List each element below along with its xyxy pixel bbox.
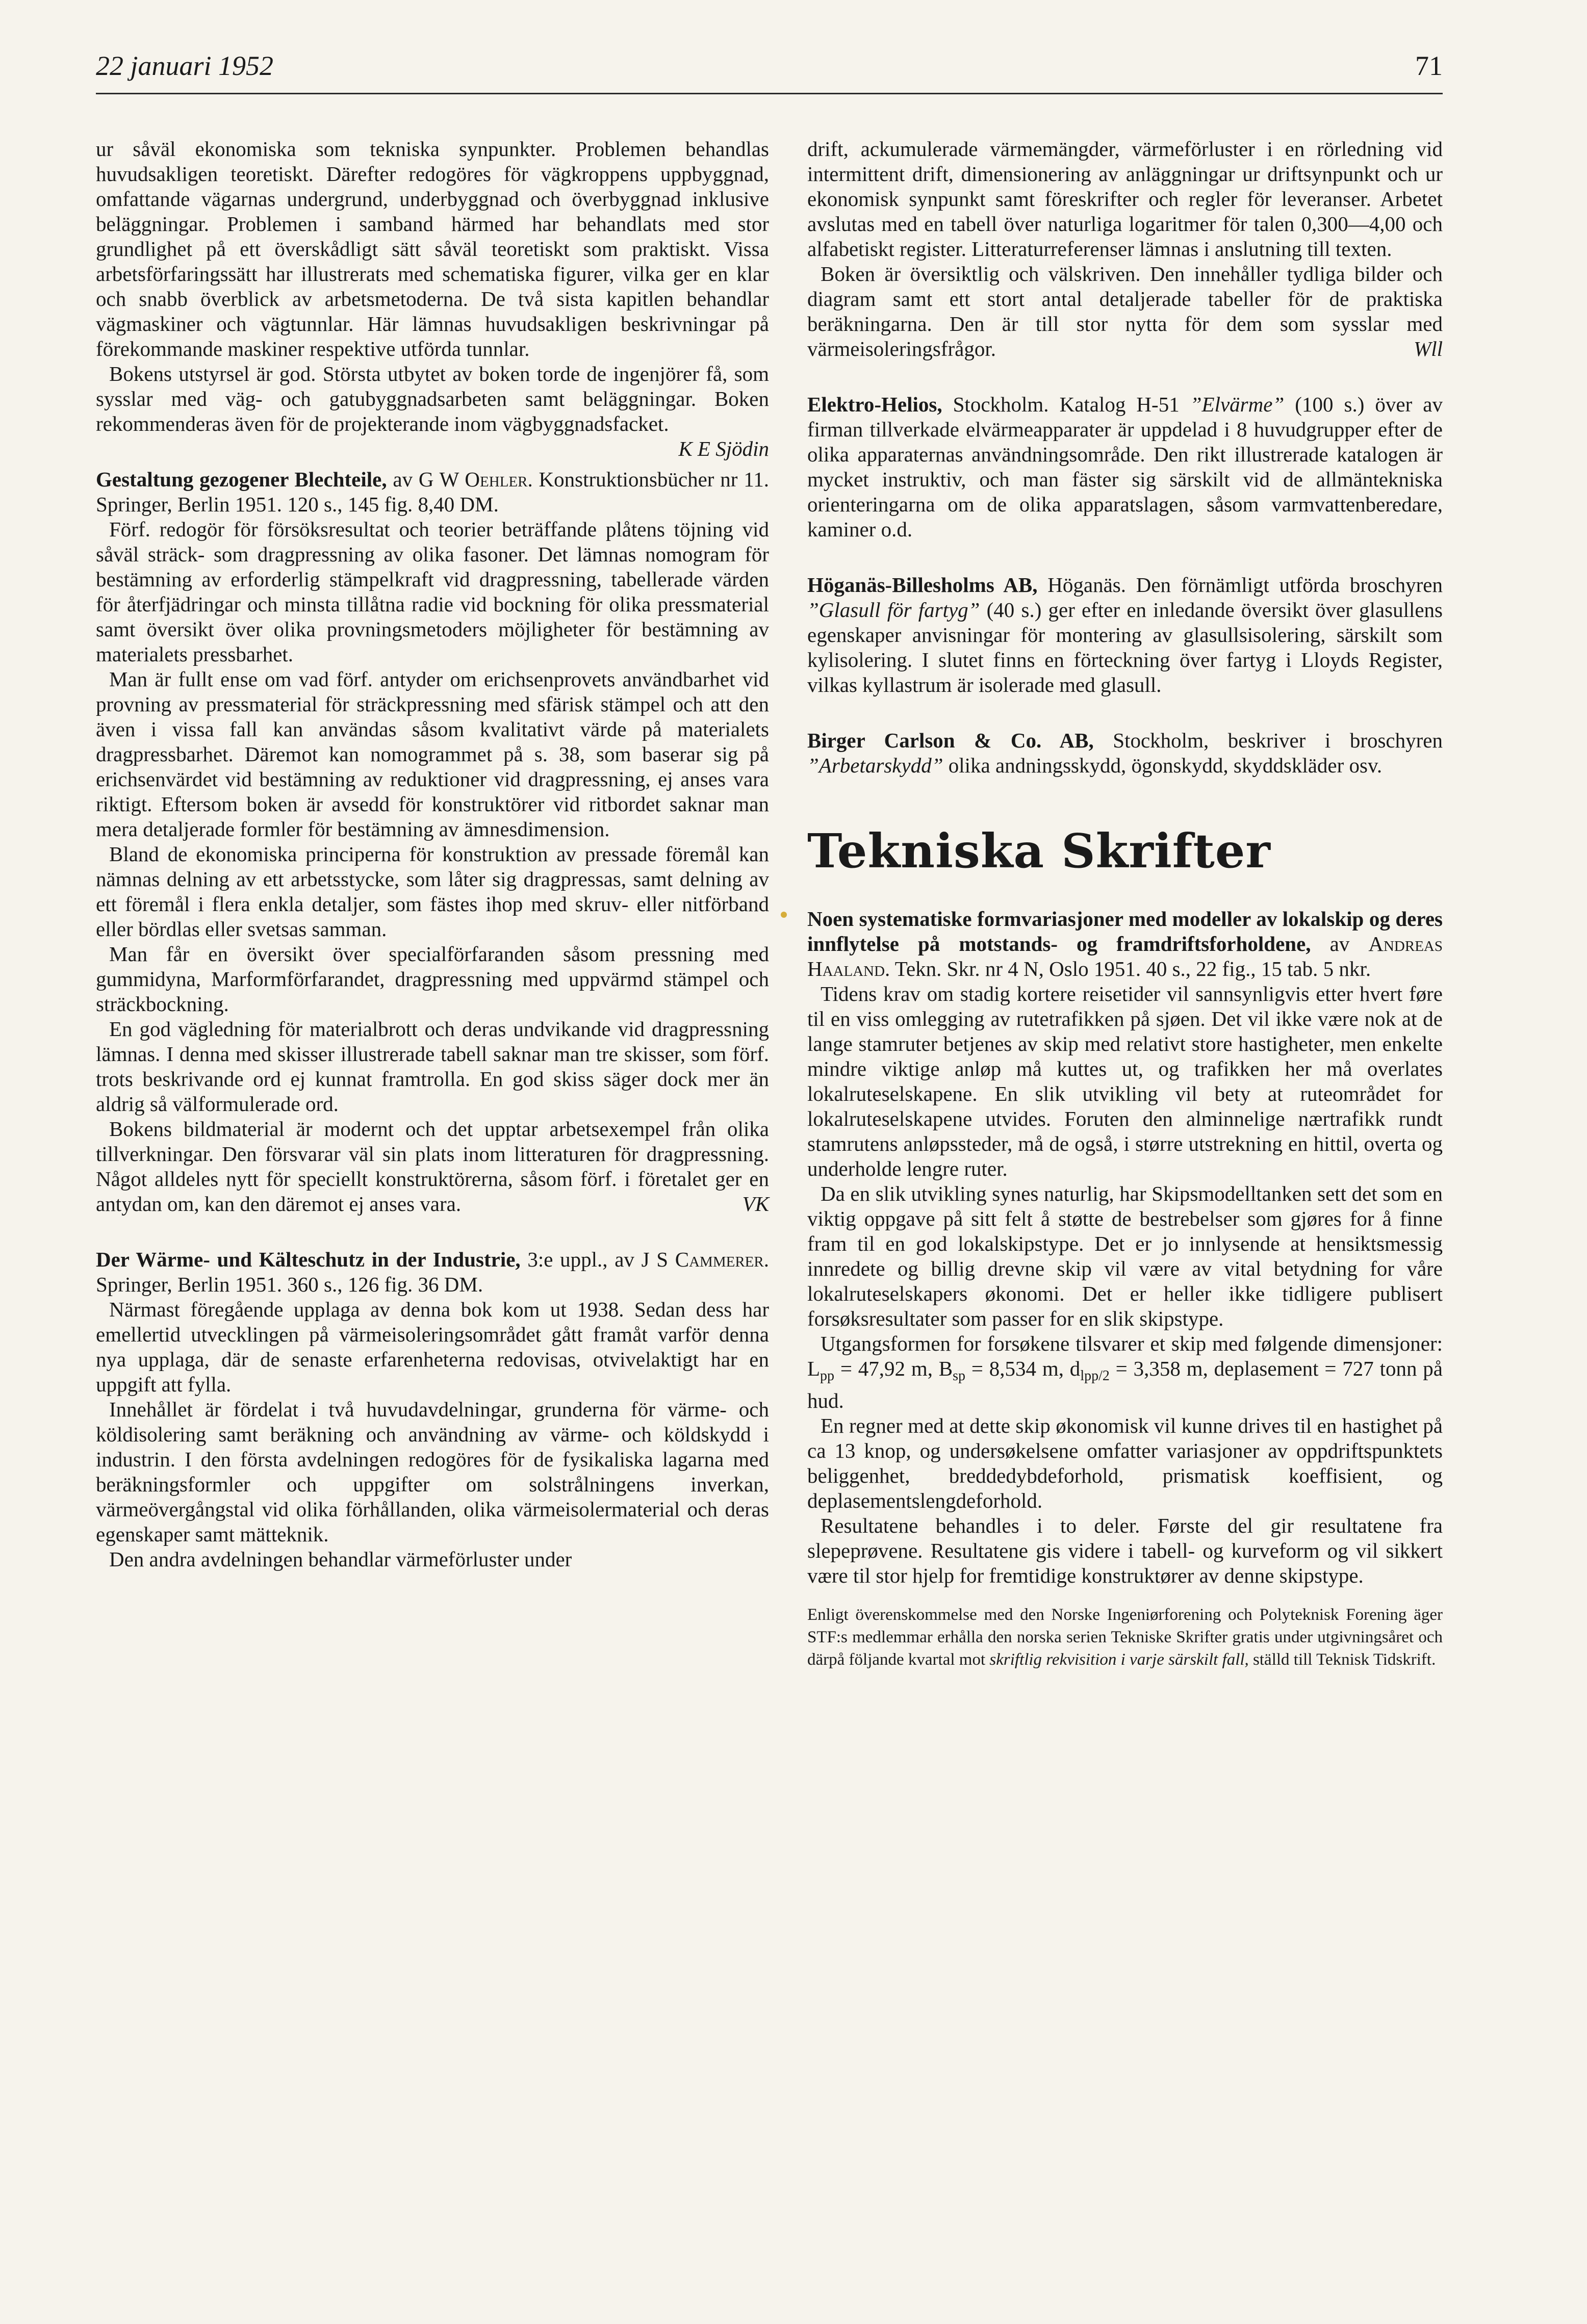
publication-paragraph: Tidens krav om stadig kortere reisetider vil sannsynligvis etter hvert føre til en viss omlegging av rutetrafikken på sjøen. Det vil ikke være nok at de lange stamruter betjenes av skip med relativt store hastigheter, men enkelte mindre viktige anløp må kuttes ut, og trafikken her må overlates lokalruteselskapene. En slik utvikling vil bety at ruteområdet for lokalruteselskapene utvides. Foruten den alminnelige nærtrafikk rundt stamrutens anløpssteder, må de også, i større utstrekning en hittil, overta og underholde lengre ruter. [807,982,1443,1180]
publication-paragraph: Utgangsformen for forsøkene tilsvarer et skip med følgende dimensjoner: $L_{pp} = 47,92$ m, $B_{sp} = 8,534$ m, $d_{lpp/2} = 3,358$ m, deplasement = 727 tonn på hud. [807,1332,1443,1413]
publication-heading: Noen systematiske formvariasjoner med modeller av lokalskip og deres innflytelse på motstands- og framdriftsforholdene, av Andreas Haaland. Tekn. Skr. nr 4 N, Oslo 1951. 40 s., 22 fig., 15 tab. 5 nkr. [807,907,1443,980]
company-name: Höganäs-Billesholms AB, [807,573,1038,597]
intro-paragraph: Bokens utstyrsel är god. Största utbytet av boken torde de ingenjörer få, som sysslar med väg- och gatubyggnadsarbeten samt beläggningar. Boken rekommenderas även för de projekterande inom vägbyggnadsfacket. K E Sjödin [96,362,769,460]
review-paragraph: Bokens bildmaterial är modernt och det upptar arbetsexempel från olika tillverkningar. Den försvarar väl sin plats inom litteraturen för dragpressning. Något alldeles nytt för speciellt konstruktörerna, såsom förf. i företalet ger en antydan om, kan den däremot ej anses vara. VK [96,1117,769,1216]
book-title: Gestaltung gezogener Blechteile, [96,468,387,491]
review-cammerer [96,1247,769,1572]
book-author: Cammerer. [675,1248,769,1271]
review-oehler [96,467,769,1217]
footnote: Enligt överenskommelse med den Norske Ingeniørforening och Polyteknisk Forening äger STF:s medlemmar erhålla den norska serien Tekniske Skrifter gratis under utgivningsåret och därpå följande kvartal mot skriftlig rekvisition i varje särskilt fall, ställd till Teknisk Tidskrift. [807,1606,1443,1669]
right-column [807,137,1443,1671]
review-heading: Gestaltung gezogener Blechteile, av G W Oehler. Konstruktionsbücher nr 11. Springer, Berlin 1951. 120 s., 145 fig. 8,40 DM. [96,468,769,516]
publication-author: Andreas Haaland. [807,932,1443,980]
notice-text: Höganäs-Billesholms AB, Höganäs. Den förnämligt utförda broschyren ”Glasull för fartyg” (40 s.) ger efter en inledande översikt över glasullens egenskaper anvisningar för montering av glasullsisolering, särskilt som kylisolering. I slutet finns en förteckning över fartyg i Lloyds Register, vilkas kyllastrum är isolerade med glasull. [807,573,1443,696]
review-paragraph: Den andra avdelningen behandlar värmeförluster under [109,1547,572,1571]
publication-paragraph: En regner med at dette skip økonomisk vil kunne drives til en hastighet på ca 13 knop, og undersøkelsene omfatter variasjoner av oppdriftspunktets beliggenhet, breddedybdeforhold, prismatisk koeffisient, og deplasementslengdeforhold. [807,1414,1443,1513]
review-continuation: Boken är översiktlig och välskriven. Den innehåller tydliga bilder och diagram samt ett stort antal detaljerade tabeller för de praktiska beräkningarna. Den är till stor nytta för dem som sysslar med värmeisoleringsfrågor. Wll [807,262,1443,360]
company-name: Elektro-Helios, [807,393,942,416]
review-continuation: drift, ackumulerade värmemängder, värmeförluster i en rörledning vid intermittent drift, dimensionering av anläggningar ur driftsynpunkt och ur ekonomisk synpunkt samt föreskrifter och regler för leveranser. Arbetet avslutas med en tabell över naturliga logaritmer för talen 0,300—4,00 och alfabetiskt register. Litteraturreferenser lämnas i anslutning till texten. [807,137,1443,261]
review-paragraph: En god vägledning för materialbrott och deras undvikande vid dragpressning lämnas. I denna med skisser illustrerade tabell saknar man tre skisser, som förf. trots beskrivande ord ej kunnat framtrolla. En god skiss säger dock mer än aldrig så välformulerade ord. [96,1017,769,1116]
notice-text: Elektro-Helios, Stockholm. Katalog H-51 ”Elvärme” (100 s.) över av firman tillverkade elvärmeapparater är uppdelad i 8 huvudgrupper efter de olika apparaternas användningsområde. Den rikt illustrerade katalogen är mycket instruktiv, och man fäster sig särskilt vid de allmäntekniska orienteringarna om de olika apparatslagen, såsom varmvattenberedare, kaminer o.d. [807,393,1443,541]
page-header [96,47,1443,94]
company-name: Birger Carlson & Co. AB, [807,729,1094,752]
notice-elektro-helios [807,392,1443,542]
review-paragraph: Förf. redogör för försöksresultat och teorier beträffande plåtens töjning vid såväl sträck- som dragpressning av olika fasoner. Det lämnas nomogram för bestämning av erforderlig stämpelkraft vid dragpressning, tabellerade värden för återfjädringar och minsta tillåtna radie vid bockning för olika pressmaterial samt översikt över olika provningsmetoders möjligheter för bestämning av materialets pressbarhet. [96,518,769,666]
notice-text: Birger Carlson & Co. AB, Stockholm, beskriver i broschyren ”Arbetarskydd” olika andningsskydd, ögonskydd, skyddskläder osv. [807,729,1443,777]
tech-publication [807,907,1443,1588]
reviewer-signature: K E Sjödin [678,437,769,460]
review-paragraph: Bland de ekonomiska principerna för konstruktion av pressade föremål kan nämnas delning av ett arbetsstycke, som låter sig dragpressas, samt delning av ett föremål i flera enkla detaljer, som fästes ihop med skruv- eller nitförband eller bördlas eller svetsas samman. [96,842,769,941]
review-paragraph: Man är fullt ense om vad förf. antyder om erichsenprovets användbarhet vid provning av pressmaterial för sträckpressning med sfärisk stämpel och att den även i vissa fall kan användas såsom kvalitativt värde på materialets dragpressbarhet. Däremot kan nomogrammet på s. 38, som baserar sig på erichsenvärdet vid bestämning av reduktioner vid dragpressning, ej anses vara riktigt. Eftersom boken är avsedd för konstruktörer vid ritbordet saknar man mera detaljerade formler för bestämning av ämnesdimension. [96,667,769,841]
reviewer-signature: Wll [1414,337,1443,360]
publication-title: Noen systematiske formvariasjoner med modeller av lokalskip og deres innflytelse på motstands- og framdriftsforholdene, [807,907,1443,956]
notice-hoganas [807,573,1443,698]
section-title: Tekniska Skrifter [807,823,1271,879]
review-paragraph: Innehållet är fördelat i två huvudavdelningar, grunderna för värme- och köldisolering samt beräkning och användning av värme- och köldskydd i industrin. I den första avdelningen redogöres för de fysikaliska lagarna med beräkningsformler och uppgifter om solstrålningens inverkan, värmeövergångstal vid olika förhållanden, olika värmeisolermaterial och deras egenskaper samt mätteknik. [96,1398,769,1546]
review-paragraph: Man får en översikt över specialförfaranden såsom pressning med gummidyna, Marformförfarandet, dragpressning med uppvärmd stämpel och sträckbockning. [96,942,769,1016]
reviewer-signature: VK [742,1192,769,1216]
brochure-title: ”Arbetarskydd” [807,754,943,777]
book-title: Der Wärme- und Kälteschutz in der Industrie, [96,1248,521,1271]
notice-birger-carlson [807,728,1443,778]
issue-date: 22 januari 1952 [96,50,274,81]
bullet-dot-icon [781,912,787,918]
page-number: 71 [1415,50,1443,81]
review-heading: Der Wärme- und Kälteschutz in der Industrie, 3:e uppl., av J S Cammerer. Springer, Berlin 1951. 360 s., 126 fig. 36 DM. [96,1248,769,1296]
review-paragraph: Närmast föregående upplaga av denna bok kom ut 1938. Sedan dess har emellertid utvecklingen på värmeisoleringsområdet gått framåt varför denna nya upplaga, där de senaste erfarenheterna redovisas, otvivelaktigt har en uppgift att fylla. [96,1298,769,1396]
book-author: Oehler. [465,468,533,491]
brochure-title: ”Glasull för fartyg” [807,598,980,622]
catalog-title: ”Elvärme” [1190,393,1285,416]
intro-paragraph: ur såväl ekonomiska som tekniska synpunkter. Problemen behandlas huvudsakligen teoretiskt. Därefter redogöres för vägkroppens uppbyggnad, omfattande vägarnas undergrund, underbyggnad och överbyggnad inklusive beläggningar. Problemen i samband härmed har behandlats med stor grundlighet på ett överskådligt sätt såväl teoretiskt som praktiskt. Vissa arbetsförfaringssätt har illustrerats med schematiska figurer, vilka ger en klar och snabb överblick av arbetsmetoderna. De två sista kapitlen behandlar vägmaskiner och vägtunnlar. Här lämnas huvudsakligen beskrivningar på förekommande maskiner respektive utförda tunnlar. [96,137,769,360]
publication-paragraph: Resultatene behandles i to deler. Første del gir resultatene fra slepeprøvene. Resultatene gis videre i tabell- og kurveform og vil sikkert være til stor hjelp for fremtidige konstruktører av denne skipstype. [807,1514,1443,1588]
left-column [96,137,769,1572]
publication-paragraph: Da en slik utvikling synes naturlig, har Skipsmodelltanken sett det som en viktig oppgave på sitt felt å støtte de bestrebelser som gjøres for å finne fram til en god lokalskipstype. Det er jo innlysende at hensiktsmessig innredete og billig drevne skip vil være av vital betydning for våre lokalruteselskapers økonomi. Det er heller ikke tidligere publisert forsøksresultater som passer for en slik skipstype. [807,1182,1443,1330]
